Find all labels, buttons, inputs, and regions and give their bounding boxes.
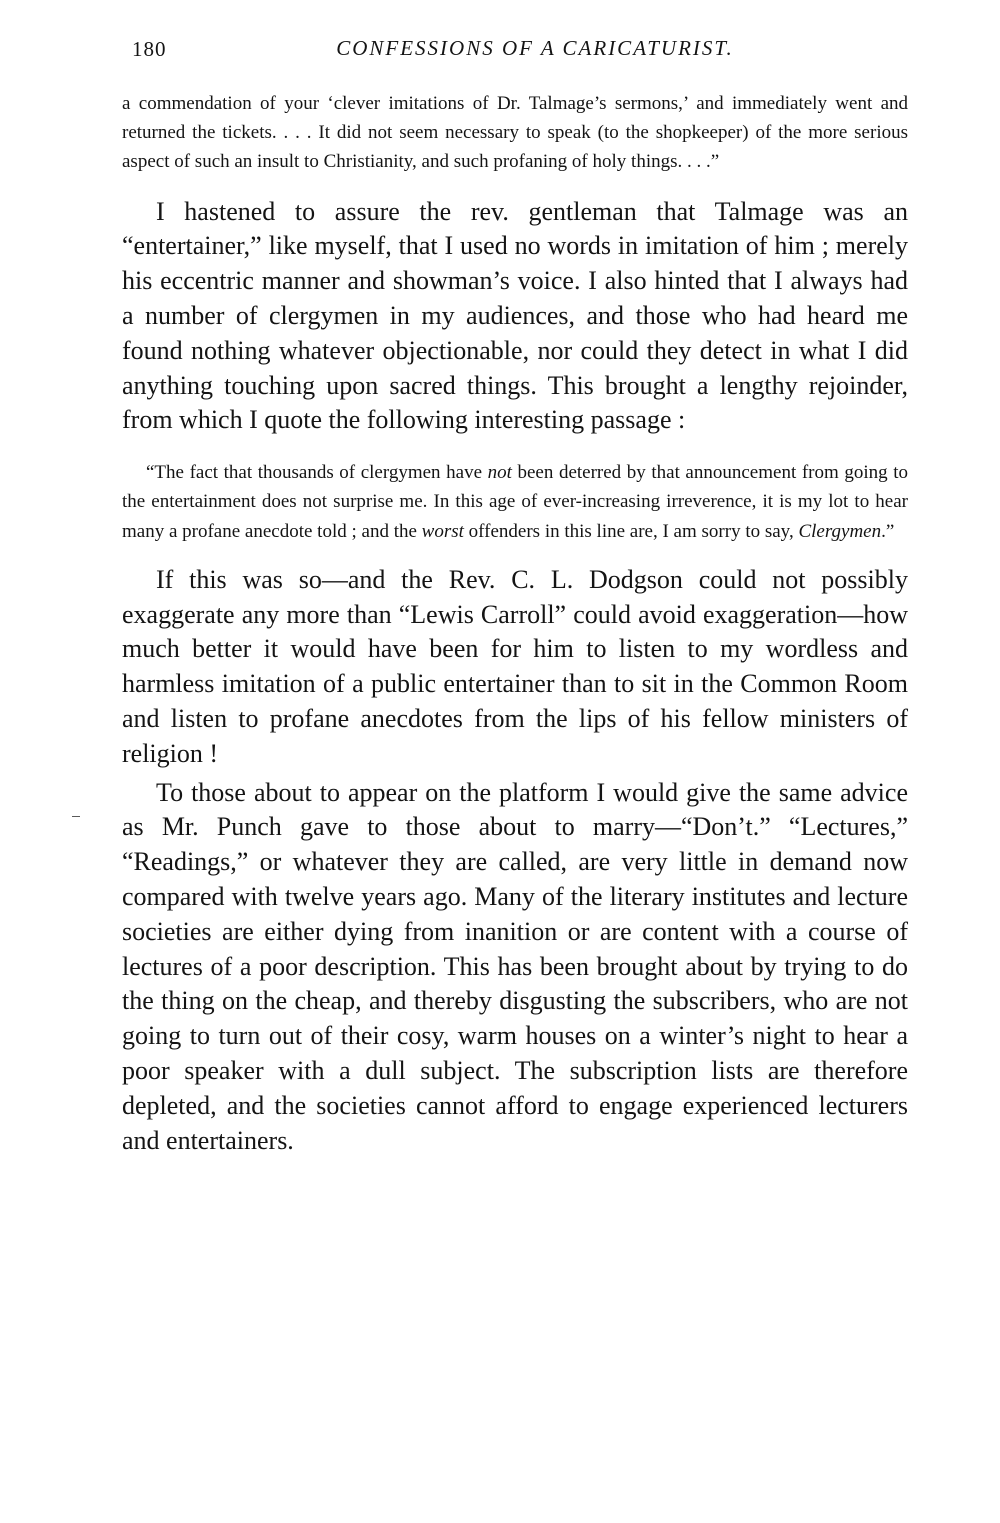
quoted-rejoinder — [122, 458, 908, 546]
rejoinder-text-4: .” — [881, 520, 895, 542]
rejoinder-emphasis-not: not — [487, 462, 512, 484]
margin-mark — [72, 816, 80, 817]
paragraph-platform-advice: To those about to appear on the platform I would give the same advice as Mr. Punch gave to those about to marry—“Don’t.” “Lectures,” “Readings,” or whatever they are called, are very little in demand now compared with twelve years ago. Many of the literary institutes and lecture societies are either dying from inanition or are content with a course of lectures of a poor description. This has been brought about by trying to do the thing on the cheap, and thereby disgusting the subscribers, who are not going to turn out of their cosy, warm houses on a winter’s night to hear a poor speaker with a dull subject. The subscription lists are therefore depleted, and the societies cannot afford to engage experienced lecturers and entertainers. — [122, 777, 908, 1155]
rejoinder-text-2: been deterred by that announcement from going to the entertainment does not surprise me. In this age of ever-increasing irreverence, it is my lot to hear many a profane anecdote told ; and the — [122, 462, 908, 542]
paragraph-dodgson: If this was so—and the Rev. C. L. Dodgson could not possibly exaggerate any more than “Lewis Carroll” could avoid exaggeration—how much better it would have been for him to listen to my wordless and harmless imitation of a public entertainer than to sit in the Common Room and listen to profane anecdotes from the lips of his fellow ministers of religion ! — [122, 564, 908, 768]
running-title: CONFESSIONS OF A CARICATURIST. — [336, 36, 734, 60]
quoted-letter-excerpt: a commendation of your ‘clever imitations of Dr. Talmage’s sermons,’ and immediately went and returned the tickets. . . . It did not seem necessary to speak (to the shopkeeper) of the more serious aspect of such an insult to Christianity, and such profaning of holy things. . . .” — [122, 93, 908, 173]
page-header — [122, 0, 908, 66]
rejoinder-emphasis-clergymen: Clergymen — [798, 520, 882, 542]
page-number: 180 — [132, 37, 167, 61]
rejoinder-text-1: “The fact that thousands of clergymen have — [146, 462, 488, 484]
rejoinder-emphasis-worst: worst — [421, 520, 464, 542]
paragraph-reply-to-clergyman: I hastened to assure the rev. gentleman that Talmage was an “entertainer,” like myself, that I used no words in imitation of him ; merely his eccentric manner and showman’s voice. I also hinted that I always had a number of clergymen in my audiences, and those who had heard me found nothing whatever objectionable, nor could they detect in what I did anything touching upon sacred things. This brought a lengthy rejoinder, from which I quote the following interesting passage : — [122, 196, 908, 435]
rejoinder-text-3: offenders in this line are, I am sorry to say, — [463, 520, 799, 542]
